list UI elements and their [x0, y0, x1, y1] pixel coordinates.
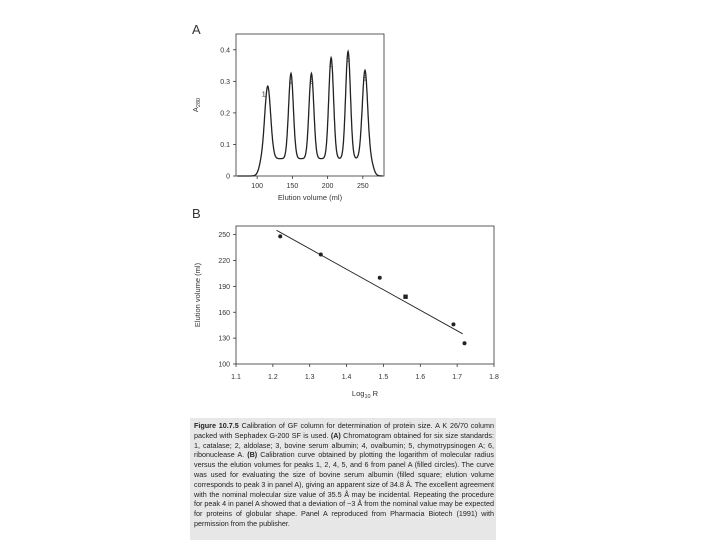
- caption-tag-a: (A): [330, 430, 341, 440]
- chromatogram-y-label-main: A: [191, 107, 200, 113]
- calibration-point: [378, 276, 382, 280]
- chromatogram-peak-label: 1: [261, 89, 266, 99]
- panel-a-letter: A: [192, 22, 201, 37]
- caption-text-2: Chromatogram obtained for six size standards: 1, catalase; 2, aldolase; 3, bovine serum albumin; 4, ovalbumin; 5, chymotrypsinogen A; 6, ribonuclease A.: [194, 430, 494, 460]
- calibration-x-axis-label: [352, 389, 379, 400]
- calibration-plot-border: [236, 226, 494, 364]
- calibration-x-tick-label: 1.4: [341, 374, 352, 381]
- calibration-x-tick-label: 1.6: [415, 374, 426, 381]
- calibration-y-tick-label: 130: [218, 335, 230, 343]
- chromatogram-y-tick-label: 0.2: [220, 110, 230, 118]
- chromatogram-x-tick-label: 250: [357, 183, 369, 190]
- chromatogram-y-tick-label: 0.4: [220, 47, 230, 55]
- calibration-point: [463, 341, 467, 345]
- calibration-points: [278, 234, 466, 345]
- caption-text-3: Calibration curve obtained by plotting the logarithm of molecular radius versus the elution volumes for peaks 1, 2, 4, 5, and 6 from panel A (filled circles). The curve was used for evaluating the size of bovine serum albumin (filled square; elution volume corresponds to peak 3 in panel A), giving an apparent size of 34.8 Å. The excellent agreement with the nominal molecular size value of 35.5 Å may be incidental. Repeating the procedure for peak 4 in panel A showed that a deviation of ~3 Å from the nominal value may be expected for proteins of globular shape. Panel A reproduced from Pharmacia Biotech (1991) with permission from the publisher.: [194, 450, 494, 528]
- caption-text-1: Calibration of GF column for determination of protein size. A K 26/70 column packed with Sephadex G-200 SF is used.: [194, 421, 494, 440]
- panel-b-letter: B: [192, 206, 201, 221]
- calibration-x-tick-label: 1.8: [489, 374, 499, 381]
- calibration-frame: [236, 226, 494, 364]
- calibration-x-tick-label: 1.1: [231, 374, 241, 381]
- chromatogram-y-tick-label: 0: [226, 173, 230, 181]
- calibration-x-tick-label: 1.7: [452, 374, 463, 381]
- caption-figure-label: Figure 10.7.5: [194, 421, 239, 430]
- calibration-x-tick-label: 1.3: [304, 374, 315, 381]
- chromatogram-peak-label: 6: [362, 73, 368, 83]
- chromatogram-y-tick-label: 0.3: [220, 78, 230, 86]
- chromatogram-x-tick-label: 150: [286, 183, 299, 190]
- calibration-point-square: [403, 295, 407, 299]
- chromatogram-x-axis-label: Elution volume (ml): [277, 193, 343, 202]
- calibration-y-tick-label: 190: [218, 283, 230, 291]
- chromatogram-x-tick-label: 100: [251, 183, 263, 190]
- chromatogram-peak-label: 4: [329, 61, 334, 71]
- caption-tag-b: (B): [247, 450, 258, 460]
- figure-caption: [194, 421, 494, 529]
- calibration-point: [319, 252, 323, 256]
- chromatogram-x-tick-label: 200: [321, 183, 334, 190]
- calibration-y-tick-label: 250: [218, 232, 230, 240]
- calibration-x-label-tail: R: [370, 389, 379, 398]
- chromatogram-peak-label: 3: [309, 76, 314, 86]
- calibration-y-axis-label: Elution volume (ml): [193, 262, 202, 328]
- calibration-x-label-main: Log: [351, 389, 365, 398]
- chromatogram-peak-label: 2: [288, 76, 294, 86]
- calibration-point: [451, 322, 455, 326]
- chromatogram-peak-label: 5: [345, 54, 351, 64]
- calibration-x-tick-label: 1.5: [378, 374, 389, 381]
- calibration-point: [278, 234, 282, 238]
- calibration-y-tick-label: 100: [218, 361, 230, 369]
- calibration-y-tick-label: 220: [218, 258, 230, 265]
- calibration-x-label-sub: 10: [364, 394, 371, 400]
- chromatogram-y-tick-label: 0.1: [220, 141, 230, 149]
- calibration-x-tick-label: 1.2: [267, 374, 278, 381]
- calibration-y-tick-label: 160: [218, 309, 230, 317]
- calibration-fit-line: [277, 230, 463, 334]
- chromatogram-y-label-sub: 280: [196, 97, 202, 108]
- calibration-ticks: [218, 232, 499, 381]
